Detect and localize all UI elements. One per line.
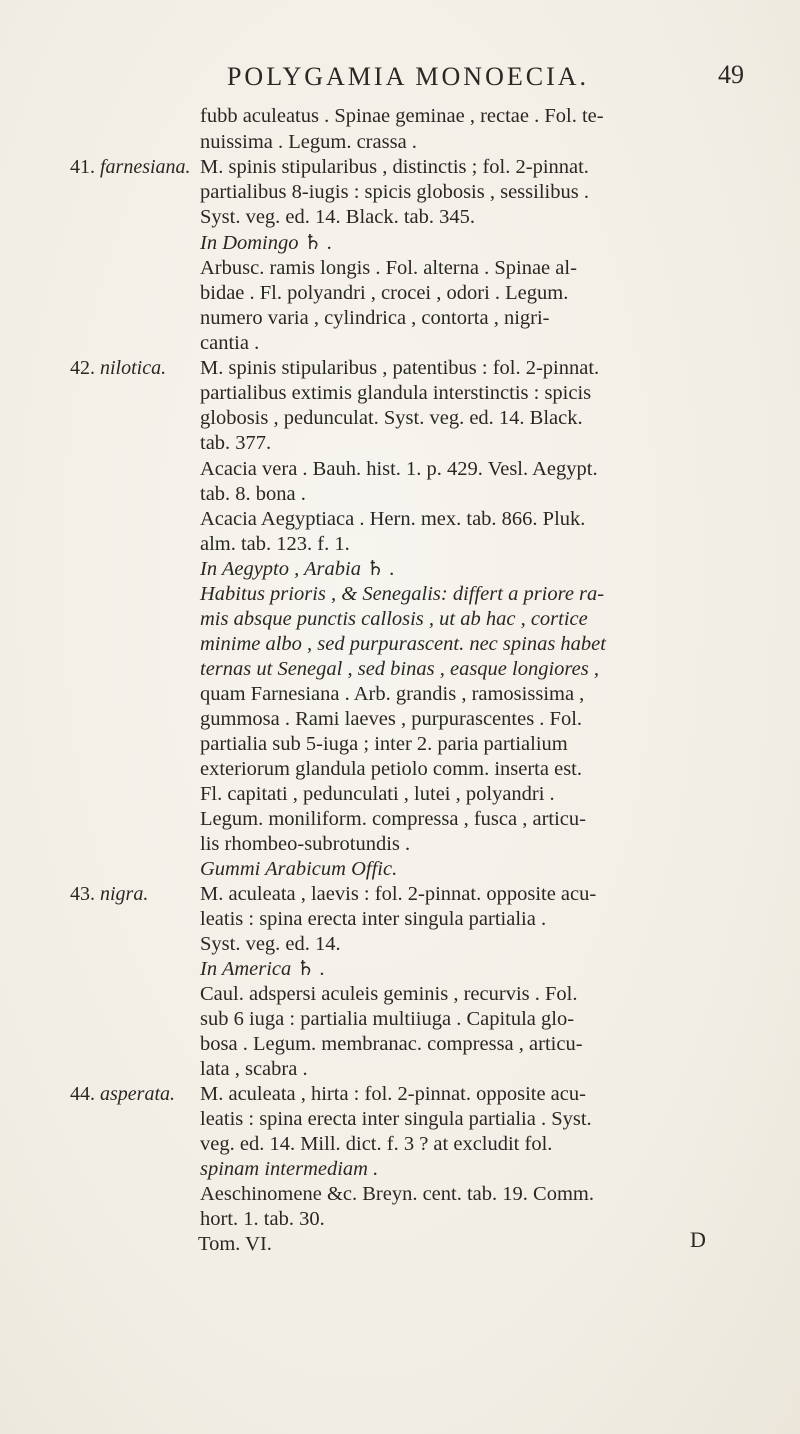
text-line: Acacia vera . Bauh. hist. 1. p. 429. Vesl. Aegypt. bbox=[200, 458, 598, 480]
text-line: spinam intermediam . bbox=[200, 1158, 379, 1180]
text-line: ternas ut Senegal , sed binas , easque longiores , bbox=[200, 658, 599, 680]
running-head: POLYGAMIA MONOECIA. bbox=[226, 62, 590, 91]
species-number bbox=[70, 156, 191, 179]
text-line: In America ♄ . bbox=[200, 958, 326, 980]
text-line: bidae . Fl. polyandri , crocei , odori . Legum. bbox=[200, 282, 569, 304]
text-line: tab. 377. bbox=[200, 432, 272, 454]
text-line: mis absque punctis callosis , ut ab hac , cortice bbox=[200, 608, 588, 630]
text-line: partialibus 8-iugis : spicis globosis , sessilibus . bbox=[200, 181, 589, 203]
text-line: minime albo , sed purpurascent. nec spinas habet bbox=[200, 633, 606, 655]
text-line: fubb aculeatus . Spinae geminae , rectae . Fol. te- bbox=[200, 105, 604, 127]
text-line: M. spinis stipularibus , distinctis ; fol. 2-pinnat. bbox=[200, 156, 589, 178]
species-index: 42. bbox=[70, 357, 95, 379]
page-number: 49 bbox=[718, 60, 744, 89]
species-index: 41. bbox=[70, 156, 95, 178]
text-line: Habitus prioris , & Senegalis: differt a priore ra- bbox=[200, 583, 605, 605]
text-line: Syst. veg. ed. 14. bbox=[200, 933, 341, 955]
text-line: Arbusc. ramis longis . Fol. alterna . Spinae al- bbox=[200, 257, 577, 279]
text-line: sub 6 iuga : partialia multiiuga . Capitula glo- bbox=[200, 1008, 575, 1030]
text-line: gummosa . Rami laeves , purpurascentes . Fol. bbox=[200, 708, 583, 730]
species-epithet: asperata. bbox=[100, 1083, 175, 1105]
text-line: M. spinis stipularibus , patentibus : fol. 2-pinnat. bbox=[200, 357, 600, 379]
text-line: Tom. VI. bbox=[198, 1233, 272, 1255]
text-line: Acacia Aegyptiaca . Hern. mex. tab. 866. Pluk. bbox=[200, 508, 586, 530]
text-line: cantia . bbox=[200, 332, 260, 354]
text-line: partialibus extimis glandula interstinctis : spicis bbox=[200, 382, 592, 404]
text-line: alm. tab. 123. f. 1. bbox=[200, 533, 350, 555]
text-line: Fl. capitati , pedunculati , lutei , polyandri . bbox=[200, 783, 555, 805]
text-line: In Aegypto , Arabia ♄ . bbox=[200, 558, 395, 580]
species-number bbox=[70, 883, 148, 906]
text-line: Aeschinomene &c. Breyn. cent. tab. 19. Comm. bbox=[200, 1183, 594, 1205]
text-line: M. aculeata , laevis : fol. 2-pinnat. opposite acu- bbox=[200, 883, 597, 905]
text-line: lis rhombeo-subrotundis . bbox=[200, 833, 411, 855]
text-line: leatis : spina erecta inter singula partialia . Syst. bbox=[200, 1108, 592, 1130]
text-line: Gummi Arabicum Offic. bbox=[200, 858, 398, 880]
species-number bbox=[70, 1083, 175, 1106]
species-index: 44. bbox=[70, 1083, 95, 1105]
text-line: bosa . Legum. membranac. compressa , articu- bbox=[200, 1033, 583, 1055]
text-line: leatis : spina erecta inter singula partialia . bbox=[200, 908, 547, 930]
species-epithet: farnesiana. bbox=[100, 156, 191, 178]
signature-mark: D bbox=[690, 1227, 706, 1252]
text-line: globosis , pedunculat. Syst. veg. ed. 14. Black. bbox=[200, 407, 583, 429]
text-line: Caul. adspersi aculeis geminis , recurvis . Fol. bbox=[200, 983, 578, 1005]
text-line: quam Farnesiana . Arb. grandis , ramosissima , bbox=[200, 683, 585, 705]
text-line: exteriorum glandula petiolo comm. inserta est. bbox=[200, 758, 582, 780]
text-line: lata , scabra . bbox=[200, 1058, 308, 1080]
text-line: In Domingo ♄ . bbox=[200, 232, 333, 254]
species-number bbox=[70, 357, 166, 380]
species-epithet: nigra. bbox=[100, 883, 149, 905]
text-line: nuissima . Legum. crassa . bbox=[200, 131, 417, 153]
text-line: numero varia , cylindrica , contorta , nigri- bbox=[200, 307, 550, 329]
text-line: M. aculeata , hirta : fol. 2-pinnat. opposite acu- bbox=[200, 1083, 586, 1105]
species-epithet: nilotica. bbox=[100, 357, 167, 379]
species-index: 43. bbox=[70, 883, 95, 905]
text-line: Legum. moniliform. compressa , fusca , articu- bbox=[200, 808, 586, 830]
text-line: hort. 1. tab. 30. bbox=[200, 1208, 325, 1230]
text-line: partialia sub 5-iuga ; inter 2. paria partialium bbox=[200, 733, 568, 755]
text-line: tab. 8. bona . bbox=[200, 483, 306, 505]
text-line: Syst. veg. ed. 14. Black. tab. 345. bbox=[200, 206, 476, 228]
text-line: veg. ed. 14. Mill. dict. f. 3 ? at excludit fol. bbox=[200, 1133, 553, 1155]
